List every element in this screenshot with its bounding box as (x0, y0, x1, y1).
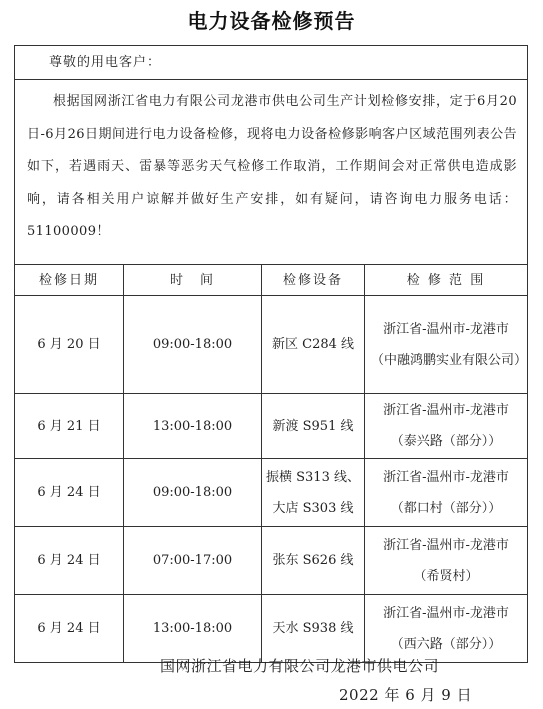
notice-table (14, 45, 528, 663)
header-time: 时 间 (124, 265, 262, 296)
notice-body-text: 根据国网浙江省电力有限公司龙港市供电公司生产计划检修安排，定于6月20日-6月26日期间进行电力设备检修，现将电力设备检修影响客户区域范围列表公告如下，若遇雨天、雷暴等恶劣天气检修工作取消，工作期间会对正常供电造成影响，请各相关用户谅解并做好生产安排，如有疑问，请咨询电力服务电话：51100009！ (15, 80, 528, 265)
table-row (15, 459, 528, 527)
row-device: 张东 S626 线 (262, 527, 365, 595)
row-time: 07:00-17:00 (124, 527, 262, 595)
row-time: 13:00-18:00 (124, 595, 262, 663)
row-device: 新渡 S951 线 (262, 394, 365, 459)
row-range: 浙江省-温州市-龙港市（泰兴路（部分）） (365, 394, 528, 459)
row-date: 6 月 24 日 (15, 595, 124, 663)
header-range: 检 修 范 围 (365, 265, 528, 296)
footer-date: 2022 年 6 月 9 日 (339, 686, 473, 704)
header-device: 检修设备 (262, 265, 365, 296)
row-range: 浙江省-温州市-龙港市（中融鸿鹏实业有限公司） (365, 296, 528, 394)
table-header-row (15, 265, 528, 296)
table-row (15, 296, 528, 394)
table-row (15, 527, 528, 595)
greeting-text: 尊敬的用电客户： (15, 46, 528, 80)
header-date: 检修日期 (15, 265, 124, 296)
row-date: 6 月 24 日 (15, 527, 124, 595)
table-row (15, 394, 528, 459)
table-row (15, 595, 528, 663)
row-date: 6 月 20 日 (15, 296, 124, 394)
greeting-row (15, 46, 528, 80)
row-time: 09:00-18:00 (124, 459, 262, 527)
row-range: 浙江省-温州市-龙港市（西六路（部分）） (365, 595, 528, 663)
row-device: 振横 S313 线、大店 S303 线 (262, 459, 365, 527)
row-device: 天水 S938 线 (262, 595, 365, 663)
row-time: 09:00-18:00 (124, 296, 262, 394)
row-range: 浙江省-温州市-龙港市（都口村（部分）） (365, 459, 528, 527)
footer-organization: 国网浙江省电力有限公司龙港市供电公司 (160, 657, 440, 675)
row-date: 6 月 24 日 (15, 459, 124, 527)
page-title: 电力设备检修预告 (187, 9, 356, 33)
row-time: 13:00-18:00 (124, 394, 262, 459)
body-row (15, 80, 528, 265)
row-device: 新区 C284 线 (262, 296, 365, 394)
row-date: 6 月 21 日 (15, 394, 124, 459)
row-range: 浙江省-温州市-龙港市（希贤村） (365, 527, 528, 595)
